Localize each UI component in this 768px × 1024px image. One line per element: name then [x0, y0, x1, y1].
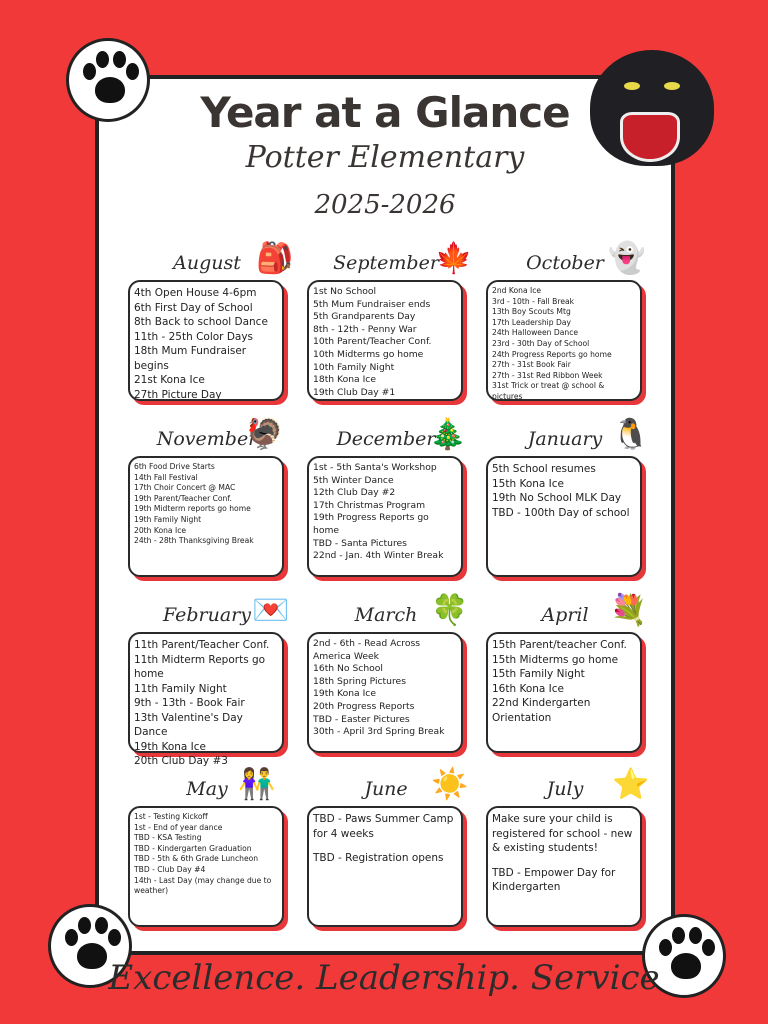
month-card-september	[307, 242, 473, 407]
event-item: 5th Grandparents Day	[313, 311, 416, 323]
month-events	[486, 806, 642, 927]
month-events	[307, 280, 463, 401]
event-item: 4th Open House 4-6pm	[134, 287, 257, 299]
event-item: 24th Halloween Dance	[492, 328, 579, 338]
event-item: 24th - 28th Thanksgiving Break	[134, 536, 254, 546]
event-item: 5th Mum Fundraiser ends	[313, 298, 431, 310]
event-item: 3rd - 10th - Fall Break	[492, 296, 575, 306]
event-item: 1st - Testing Kickoff	[134, 812, 208, 821]
event-item: 19th Parent/Teacher Conf.	[134, 493, 232, 503]
event-item: 15th Kona Ice	[492, 477, 565, 490]
month-card-february	[128, 594, 290, 767]
turkey-icon: 🦃	[246, 418, 284, 451]
valentine-envelope-icon: 💌	[252, 594, 290, 627]
month-name: July	[546, 778, 584, 800]
event-item: 18th Mum Fundraiser begins	[134, 345, 247, 372]
month-events	[307, 456, 463, 577]
sun-icon: ☀️	[431, 768, 469, 801]
event-item: TBD - Kindergarten Graduation	[134, 843, 252, 853]
event-item: Make sure your child is registered for school - new & existing students!	[492, 813, 633, 854]
event-item: 10th Parent/Teacher Conf.	[313, 336, 432, 348]
event-item: 27th - 31st Red Ribbon Week	[492, 370, 603, 380]
event-item: 5th School resumes	[492, 463, 596, 475]
event-item: TBD - Santa Pictures	[313, 537, 407, 549]
event-item: 6th First Day of School	[134, 301, 253, 314]
event-item: 15th Family Night	[492, 668, 585, 680]
month-name: November	[156, 428, 258, 450]
event-item: TBD - Registration opens	[313, 852, 444, 864]
month-name: March	[354, 604, 418, 626]
event-item: TBD - Easter Pictures	[313, 713, 410, 725]
event-item: 11th Family Night	[134, 682, 227, 695]
event-item: TBD - KSA Testing	[134, 833, 202, 843]
event-item: 1st No School	[313, 286, 377, 297]
event-item: TBD - Club Day #4	[134, 864, 206, 874]
month-card-april	[486, 594, 648, 759]
event-item: TBD - 5th & 6th Grade Luncheon	[134, 854, 259, 864]
event-item: 24th Progress Reports go home	[492, 349, 612, 359]
backpack-icon: 🎒	[256, 242, 294, 275]
event-item: 6th Food Drive Starts	[134, 462, 215, 471]
month-card-july	[486, 768, 650, 933]
school-name: Potter Elementary	[245, 140, 525, 175]
event-item: 22nd Kindergarten Orientation	[492, 697, 591, 724]
month-events	[128, 632, 284, 767]
month-card-august	[128, 242, 294, 407]
event-item: 8th - 12th - Penny War	[313, 323, 417, 335]
event-item: 11th Parent/Teacher Conf.	[134, 639, 270, 651]
month-events	[128, 280, 284, 401]
month-name: October	[526, 252, 604, 274]
month-events	[307, 632, 463, 753]
autumn-leaves-icon: 🍁	[435, 242, 473, 275]
event-item: 22nd - Jan. 4th Winter Break	[313, 550, 444, 562]
ghost-icon: 👻	[608, 242, 646, 275]
event-item: 15th Midterms go home	[492, 653, 619, 666]
event-item: 11th Midterm Reports go home	[134, 653, 266, 680]
month-events	[486, 280, 642, 401]
event-item: TBD - Paws Summer Camp for 4 weeks	[313, 813, 454, 840]
month-card-march	[307, 594, 469, 759]
event-item: 2nd Kona Ice	[492, 286, 542, 295]
penguin-icon: 🐧	[612, 418, 650, 451]
month-events	[307, 806, 463, 927]
event-item: 27th - 31st Book Fair	[492, 360, 571, 370]
month-card-november	[128, 418, 286, 583]
page-title: Year at a Glance	[200, 88, 570, 137]
event-item: 18th Kona Ice	[313, 374, 377, 386]
event-item: 19th Family Night	[134, 514, 202, 524]
month-name: June	[364, 778, 408, 800]
event-item: 31st Trick or treat @ school & pictures	[492, 381, 605, 401]
event-item: 2nd - 6th - Read Across America Week	[313, 638, 421, 662]
event-item: 1st - End of year dance	[134, 822, 223, 832]
event-item: TBD - 100th Day of school	[492, 506, 630, 519]
event-item: 11th - 25th Color Days	[134, 330, 254, 343]
event-item: 14th - Last Day (may change due to weather)	[134, 875, 272, 896]
event-item: 19th Progress Reports go home	[313, 512, 429, 536]
event-item: 12th Club Day #2	[313, 487, 396, 499]
event-item: 19th Kona Ice	[313, 688, 377, 700]
event-item: 21st Kona Ice	[134, 374, 205, 386]
stars-icon: ⭐	[612, 768, 650, 801]
event-item: 20th Club Day #3	[134, 755, 228, 767]
month-card-may	[128, 768, 286, 933]
month-name: December	[336, 428, 436, 450]
school-year: 2025-2026	[314, 190, 456, 220]
event-item: 14th Fall Festival	[134, 472, 198, 482]
event-item	[492, 856, 636, 866]
event-item: 20th Progress Reports	[313, 700, 415, 712]
month-card-june	[307, 768, 469, 933]
event-item: 9th - 13th - Book Fair	[134, 697, 245, 709]
month-name: September	[333, 252, 439, 274]
month-name: January	[527, 428, 603, 450]
month-events	[128, 456, 284, 577]
leprechaun-icon: 🍀	[431, 594, 469, 627]
month-name: May	[186, 778, 228, 800]
flower-basket-icon: 💐	[610, 594, 648, 627]
event-item: 19th Club Day #1	[313, 386, 396, 398]
event-item: 18th Spring Pictures	[313, 675, 406, 687]
month-name: February	[162, 604, 251, 626]
event-item: 10th Midterms go home	[313, 348, 424, 360]
event-item: 13th Valentine's Day Dance	[134, 711, 243, 738]
event-item: 5th Winter Dance	[313, 474, 394, 486]
motto: Excellence. Leadership. Service	[108, 958, 660, 998]
event-item: 1st - 5th Santa's Workshop	[313, 462, 437, 473]
event-item: 20th Kona Ice	[134, 525, 187, 535]
event-item: 19th No School MLK Day	[492, 492, 622, 504]
event-item: 19th Kona Ice	[134, 740, 207, 753]
event-item: 16th Kona Ice	[492, 682, 565, 695]
month-events	[486, 456, 642, 577]
month-events	[486, 632, 642, 753]
event-item: 19th Midterm reports go home	[134, 504, 251, 514]
event-item: 16th No School	[313, 663, 383, 675]
children-icon: 👫	[238, 768, 276, 801]
month-card-october	[486, 242, 646, 407]
event-item: TBD - Empower Day for Kindergarten	[492, 866, 616, 893]
event-item: 23rd - 30th Day of School	[492, 338, 590, 348]
month-name: April	[541, 604, 589, 626]
event-item: 17th Choir Concert @ MAC	[134, 483, 236, 493]
event-item: 13th Boy Scouts Mtg	[492, 307, 571, 317]
event-item: 27th Picture Day	[134, 388, 222, 401]
event-item: 30th - April 3rd Spring Break	[313, 726, 445, 738]
event-item: 17th Christmas Program	[313, 499, 426, 511]
event-item: 8th Back to school Dance	[134, 316, 268, 328]
christmas-tree-icon: 🎄	[429, 418, 467, 451]
month-card-december	[307, 418, 467, 583]
event-item	[313, 841, 457, 851]
event-item: 15th Parent/teacher Conf.	[492, 639, 627, 651]
event-item: 10th Family Night	[313, 361, 395, 373]
event-item: 17th Leadership Day	[492, 317, 572, 327]
month-events	[128, 806, 284, 927]
month-card-january	[486, 418, 650, 583]
month-name: August	[173, 252, 241, 274]
